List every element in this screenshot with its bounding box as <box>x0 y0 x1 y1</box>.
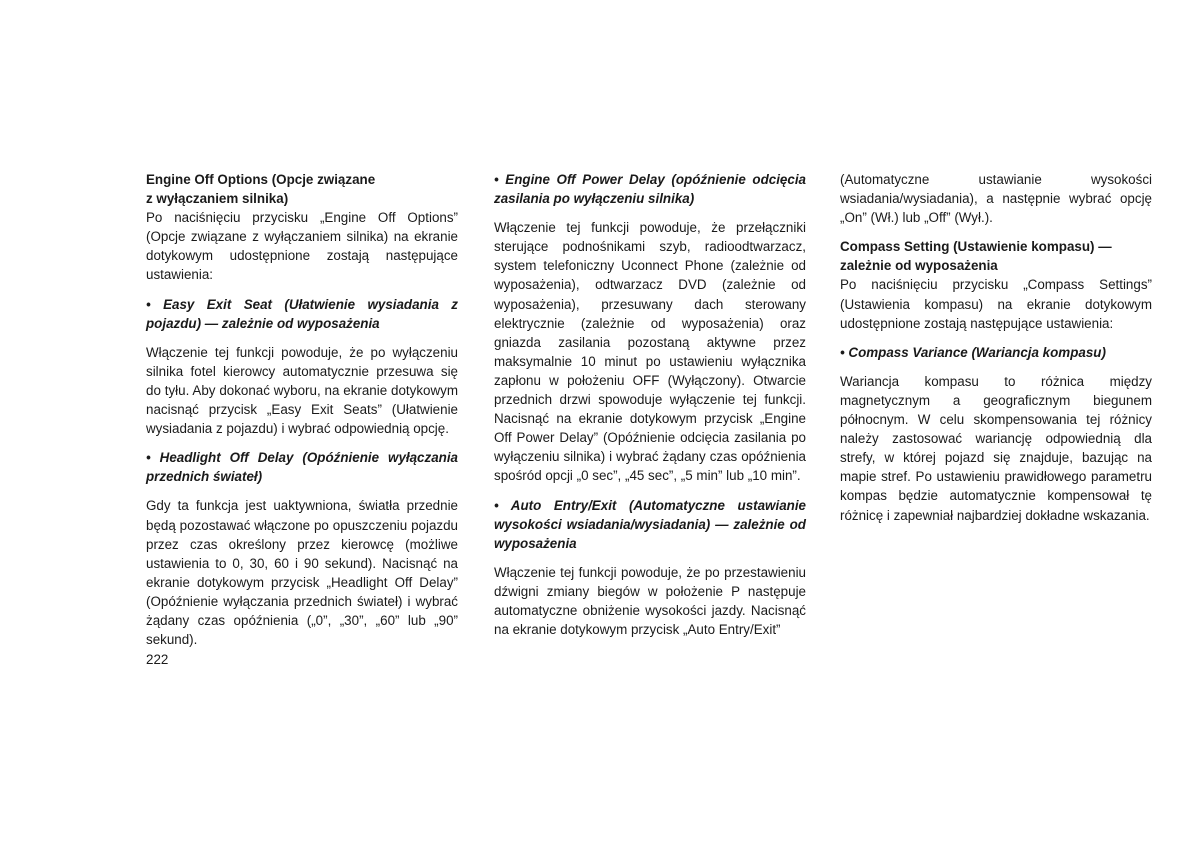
bullet-title-auto-entry-exit: • Auto Entry/Exit (Automatyczne ustawianie wysokości wsiadania/wysiadania) — zależnie od wyposażenia <box>494 497 806 551</box>
paragraph-easy-exit-seat: Włączenie tej funkcji powoduje, że po wyłączeniu silnika fotel kierowcy automatycznie przesuwa się do tyłu. Aby dokonać wyboru, na ekranie dotykowym nacisnąć przycisk „Easy Exit Seats” (Ułatwienie wysiadania z pojazdu) i wybrać odpowiednią opcję. <box>146 344 458 437</box>
paragraph-engine-off-power-delay: Włączenie tej funkcji powoduje, że przełączniki sterujące podnośnikami szyb, radioodtwarzacz, system telefoniczny Uconnect Phone (zależnie od wyposażenia), odtwarzacz DVD (zależnie od wyposażenia), przesuwany dach sterowany elektrycznie (zależnie od wyposażenia) oraz gniazda zasilania pozostaną aktywne przez maksymalnie 10 minut po ustawieniu wyłącznika zapłonu w położeniu OFF (Wyłączony). Otwarcie przednich drzwi spowoduje wyłączenie tej funkcji. Nacisnąć na ekranie dotykowym przycisk „Engine Off Power Delay” (Opóźnienie odcięcia zasilania po wyłączeniu silnika) i wybrać żądany czas opóźnienia spośród opcji „0 sec”, „45 sec”, „5 min” lub „10 min”. <box>494 220 806 484</box>
column-2 <box>494 170 806 639</box>
paragraph-compass-intro: Po naciśnięciu przycisku „Compass Settings” (Ustawienia kompasu) na ekranie dotykowym udostępnione zostają następujące ustawienia: <box>840 277 1152 331</box>
section-heading-engine-off-options: Engine Off Options (Opcje związane z wyłączaniem silnika) <box>146 172 376 207</box>
paragraph-continuation: (Automatyczne ustawianie wysokości wsiadania/wysiadania), a następnie wybrać opcję „On” (Wł.) lub „Off” (Wył.). <box>840 172 1152 226</box>
paragraph-headlight-off-delay: Gdy ta funkcja jest uaktywniona, światła przednie będą pozostawać włączone po opuszczeniu pojazdu przez czas określony przez kierowcę (możliwe ustawienia to 0, 30, 60 i 90 sekund). Nacisnąć na ekranie dotykowym przycisk „Headlight Off Delay” (Opóźnienie wyłączania przednich świateł) i wybrać żądany czas opóźnienia („0”, „30”, „60” lub „90” sekund). <box>146 498 458 648</box>
paragraph-compass-variance: Wariancja kompasu to różnica między magnetycznym a geograficznym biegunem północnym. W celu skompensowania tej różnicy należy zastosować wariancję odpowiednią dla strefy, w której pojazd się znajduje, bazując na mapie stref. Po ustawieniu prawidłowego parametru kompas będzie automatycznie kompensował tę różnicę i zapewniał najbardziej dokładne wskazania. <box>840 373 1152 523</box>
bullet-title-compass-variance: • Compass Variance (Wariancja kompasu) <box>840 344 1106 360</box>
column-3 <box>840 170 1152 525</box>
bullet-title-headlight-off-delay: • Headlight Off Delay (Opóźnienie wyłączania przednich świateł) <box>146 450 458 485</box>
paragraph-intro: Po naciśnięciu przycisku „Engine Off Options” (Opcje związane z wyłączaniem silnika) na ekranie dotykowym udostępnione zostają następujące ustawienia: <box>146 210 458 283</box>
bullet-title-easy-exit-seat: • Easy Exit Seat (Ułatwienie wysiadania z pojazdu) — zależnie od wyposażenia <box>146 296 458 331</box>
section-heading-compass-setting: Compass Setting (Ustawienie kompasu) — zależnie od wyposażenia <box>840 239 1112 274</box>
page-number: 222 <box>146 652 169 667</box>
bullet-title-engine-off-power-delay: • Engine Off Power Delay (opóźnienie odcięcia zasilania po wyłączeniu silnika) <box>494 172 806 207</box>
column-1 <box>146 170 458 649</box>
paragraph-auto-entry-exit: Włączenie tej funkcji powoduje, że po przestawieniu dźwigni zmiany biegów w położenie P następuje automatyczne obniżenie wysokości jazdy. Nacisnąć na ekranie dotykowym przycisk „Auto Entry/Exit” <box>494 564 806 638</box>
